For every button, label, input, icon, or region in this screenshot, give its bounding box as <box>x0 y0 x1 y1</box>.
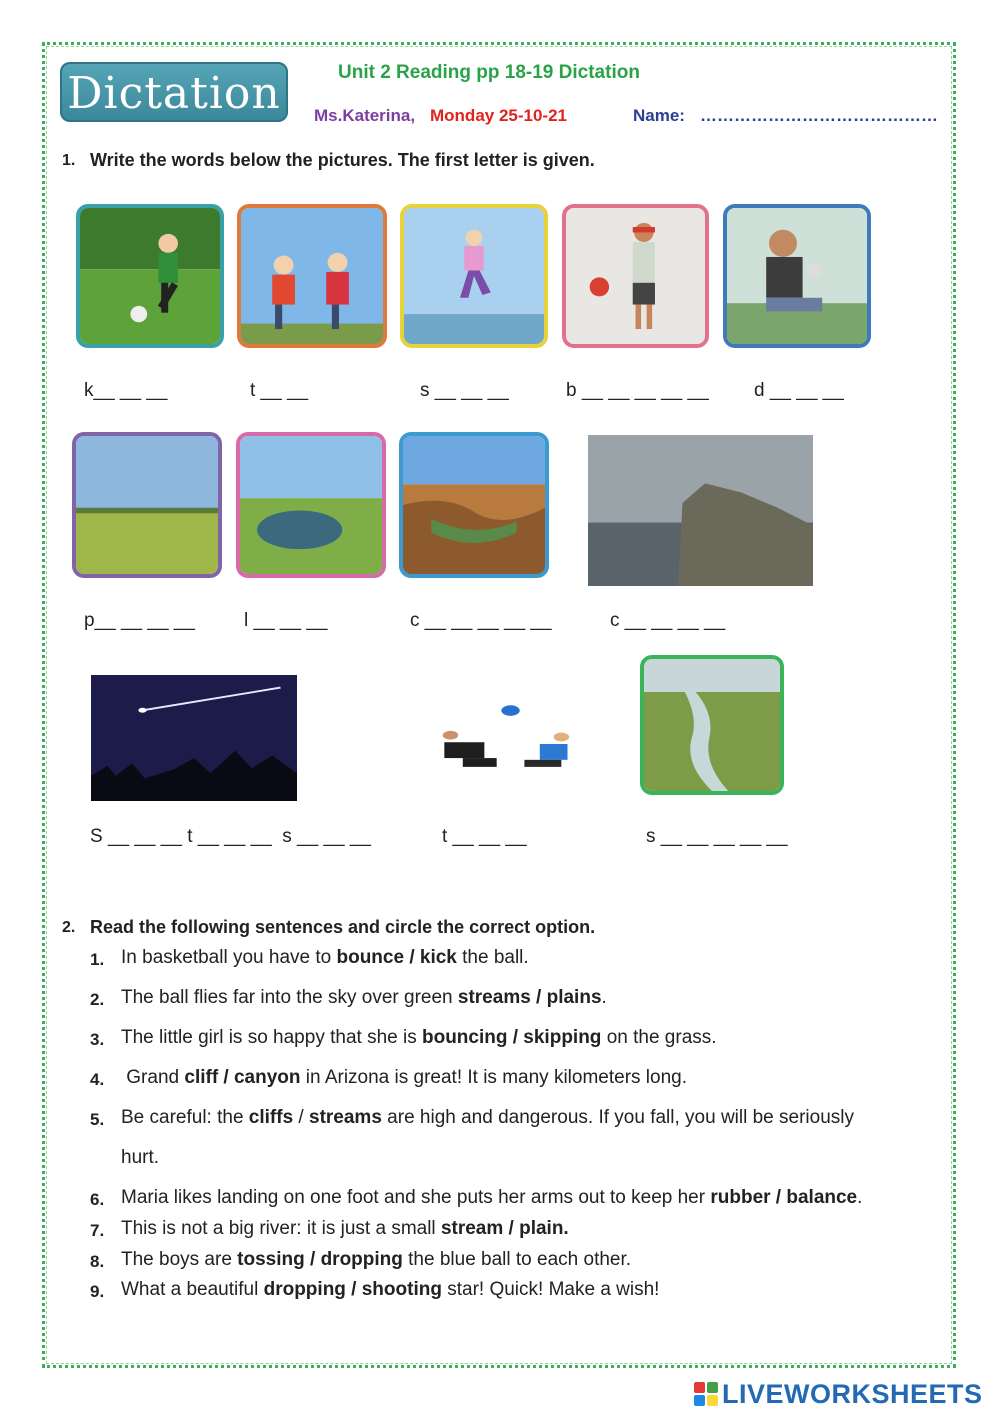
sentence-number: 4. <box>90 1070 105 1089</box>
picture-boys-tossing-ball <box>432 700 586 788</box>
picture-boy-dropping <box>723 204 871 348</box>
picture-canyon <box>399 432 549 578</box>
answer-blank-cliff[interactable]: c __ __ __ __ <box>610 610 726 631</box>
sentence-6: Maria likes landing on one foot and she puts her arms out to keep her rubber / balance. <box>121 1187 863 1208</box>
option-choice[interactable]: cliffs <box>248 1107 294 1128</box>
answer-blank-skip[interactable]: s __ __ __ <box>420 380 509 401</box>
answer-blank-toss[interactable]: t __ __ <box>250 380 309 401</box>
option-choice[interactable]: streams / plains <box>457 987 602 1008</box>
liveworksheets-logo[interactable] <box>694 1378 983 1410</box>
sentence-4: Grand cliff / canyon in Arizona is great! It is many kilometers long. <box>121 1067 688 1088</box>
sentence-9: What a beautiful dropping / shooting star! Quick! Make a wish! <box>121 1279 660 1300</box>
task2-instruction: Read the following sentences and circle the correct option. <box>90 917 596 937</box>
option-choice[interactable]: streams <box>309 1107 382 1128</box>
sentence-number: 5. <box>90 1110 105 1129</box>
picture-boy-kicking-ball <box>76 204 224 348</box>
sentence-number: 1. <box>90 950 105 969</box>
worksheet-date: Monday 25-10-21 <box>430 106 567 125</box>
picture-sea-cliff <box>588 435 813 586</box>
answer-blank-plain[interactable]: p__ __ __ __ <box>84 610 195 631</box>
sentence-8: The boys are tossing / dropping the blue ball to each other. <box>121 1249 632 1270</box>
sentence-number: 6. <box>90 1190 105 1209</box>
option-choice[interactable]: stream / plain. <box>440 1218 569 1239</box>
dictation-logo <box>60 62 288 122</box>
answer-blank-shooting-star[interactable]: S __ __ __ t __ __ __ s __ __ __ <box>90 826 372 847</box>
option-choice[interactable]: bouncing / skipping <box>421 1027 602 1048</box>
sentence-5-continued: hurt. <box>121 1147 160 1168</box>
picture-small-lake <box>236 432 386 578</box>
option-choice[interactable]: dropping / shooting <box>263 1279 442 1300</box>
sentence-number: 8. <box>90 1252 105 1271</box>
picture-green-plain <box>72 432 222 578</box>
sentence-1: In basketball you have to bounce / kick the ball. <box>121 947 529 968</box>
sentence-5: Be careful: the cliffs / streams are high and dangerous. If you fall, you will be seriously <box>121 1107 854 1128</box>
sentence-2: The ball flies far into the sky over green streams / plains. <box>121 987 607 1008</box>
logo-text: Dictation <box>67 68 281 119</box>
sentence-3: The little girl is so happy that she is bouncing / skipping on the grass. <box>121 1027 717 1048</box>
picture-shooting-star <box>91 675 297 801</box>
option-choice[interactable]: rubber / balance <box>710 1187 858 1208</box>
picture-kids-tossing <box>237 204 387 348</box>
option-choice[interactable]: cliff / canyon <box>184 1067 301 1088</box>
option-choice[interactable]: bounce / kick <box>336 947 457 968</box>
teacher-name: Ms.Katerina, <box>314 106 416 125</box>
task2-number: 2. <box>62 919 76 936</box>
option-choice[interactable]: tossing / dropping <box>237 1249 403 1270</box>
name-label: Name: <box>633 106 685 125</box>
answer-blank-stream[interactable]: s __ __ __ __ __ <box>646 826 788 847</box>
sentence-number: 3. <box>90 1030 105 1049</box>
answer-blank-bounce[interactable]: b __ __ __ __ __ <box>566 380 709 401</box>
answer-blank-kick[interactable]: k__ __ __ <box>84 380 168 401</box>
liveworksheets-icon <box>694 1382 718 1406</box>
answer-blank-drop[interactable]: d __ __ __ <box>754 380 844 401</box>
sentence-number: 2. <box>90 990 105 1009</box>
picture-girl-skipping <box>400 204 548 348</box>
task1-number: 1. <box>62 152 76 169</box>
name-field[interactable]: …………………………………… <box>700 106 938 125</box>
sentence-number: 7. <box>90 1221 105 1240</box>
task1-instruction: Write the words below the pictures. The first letter is given. <box>90 150 595 170</box>
sentence-7: This is not a big river: it is just a small stream / plain. <box>121 1218 569 1239</box>
answer-blank-lake[interactable]: l __ __ __ <box>244 610 328 631</box>
liveworksheets-brand: LIVEWORKSHEETS <box>722 1378 983 1409</box>
answer-blank-canyon[interactable]: c __ __ __ __ __ <box>410 610 552 631</box>
picture-stream <box>640 655 784 795</box>
picture-boy-bouncing-ball <box>562 204 709 348</box>
answer-blank-toss-2[interactable]: t __ __ __ <box>442 826 527 847</box>
sentence-number: 9. <box>90 1282 105 1301</box>
worksheet-title: Unit 2 Reading pp 18-19 Dictation <box>338 62 640 83</box>
